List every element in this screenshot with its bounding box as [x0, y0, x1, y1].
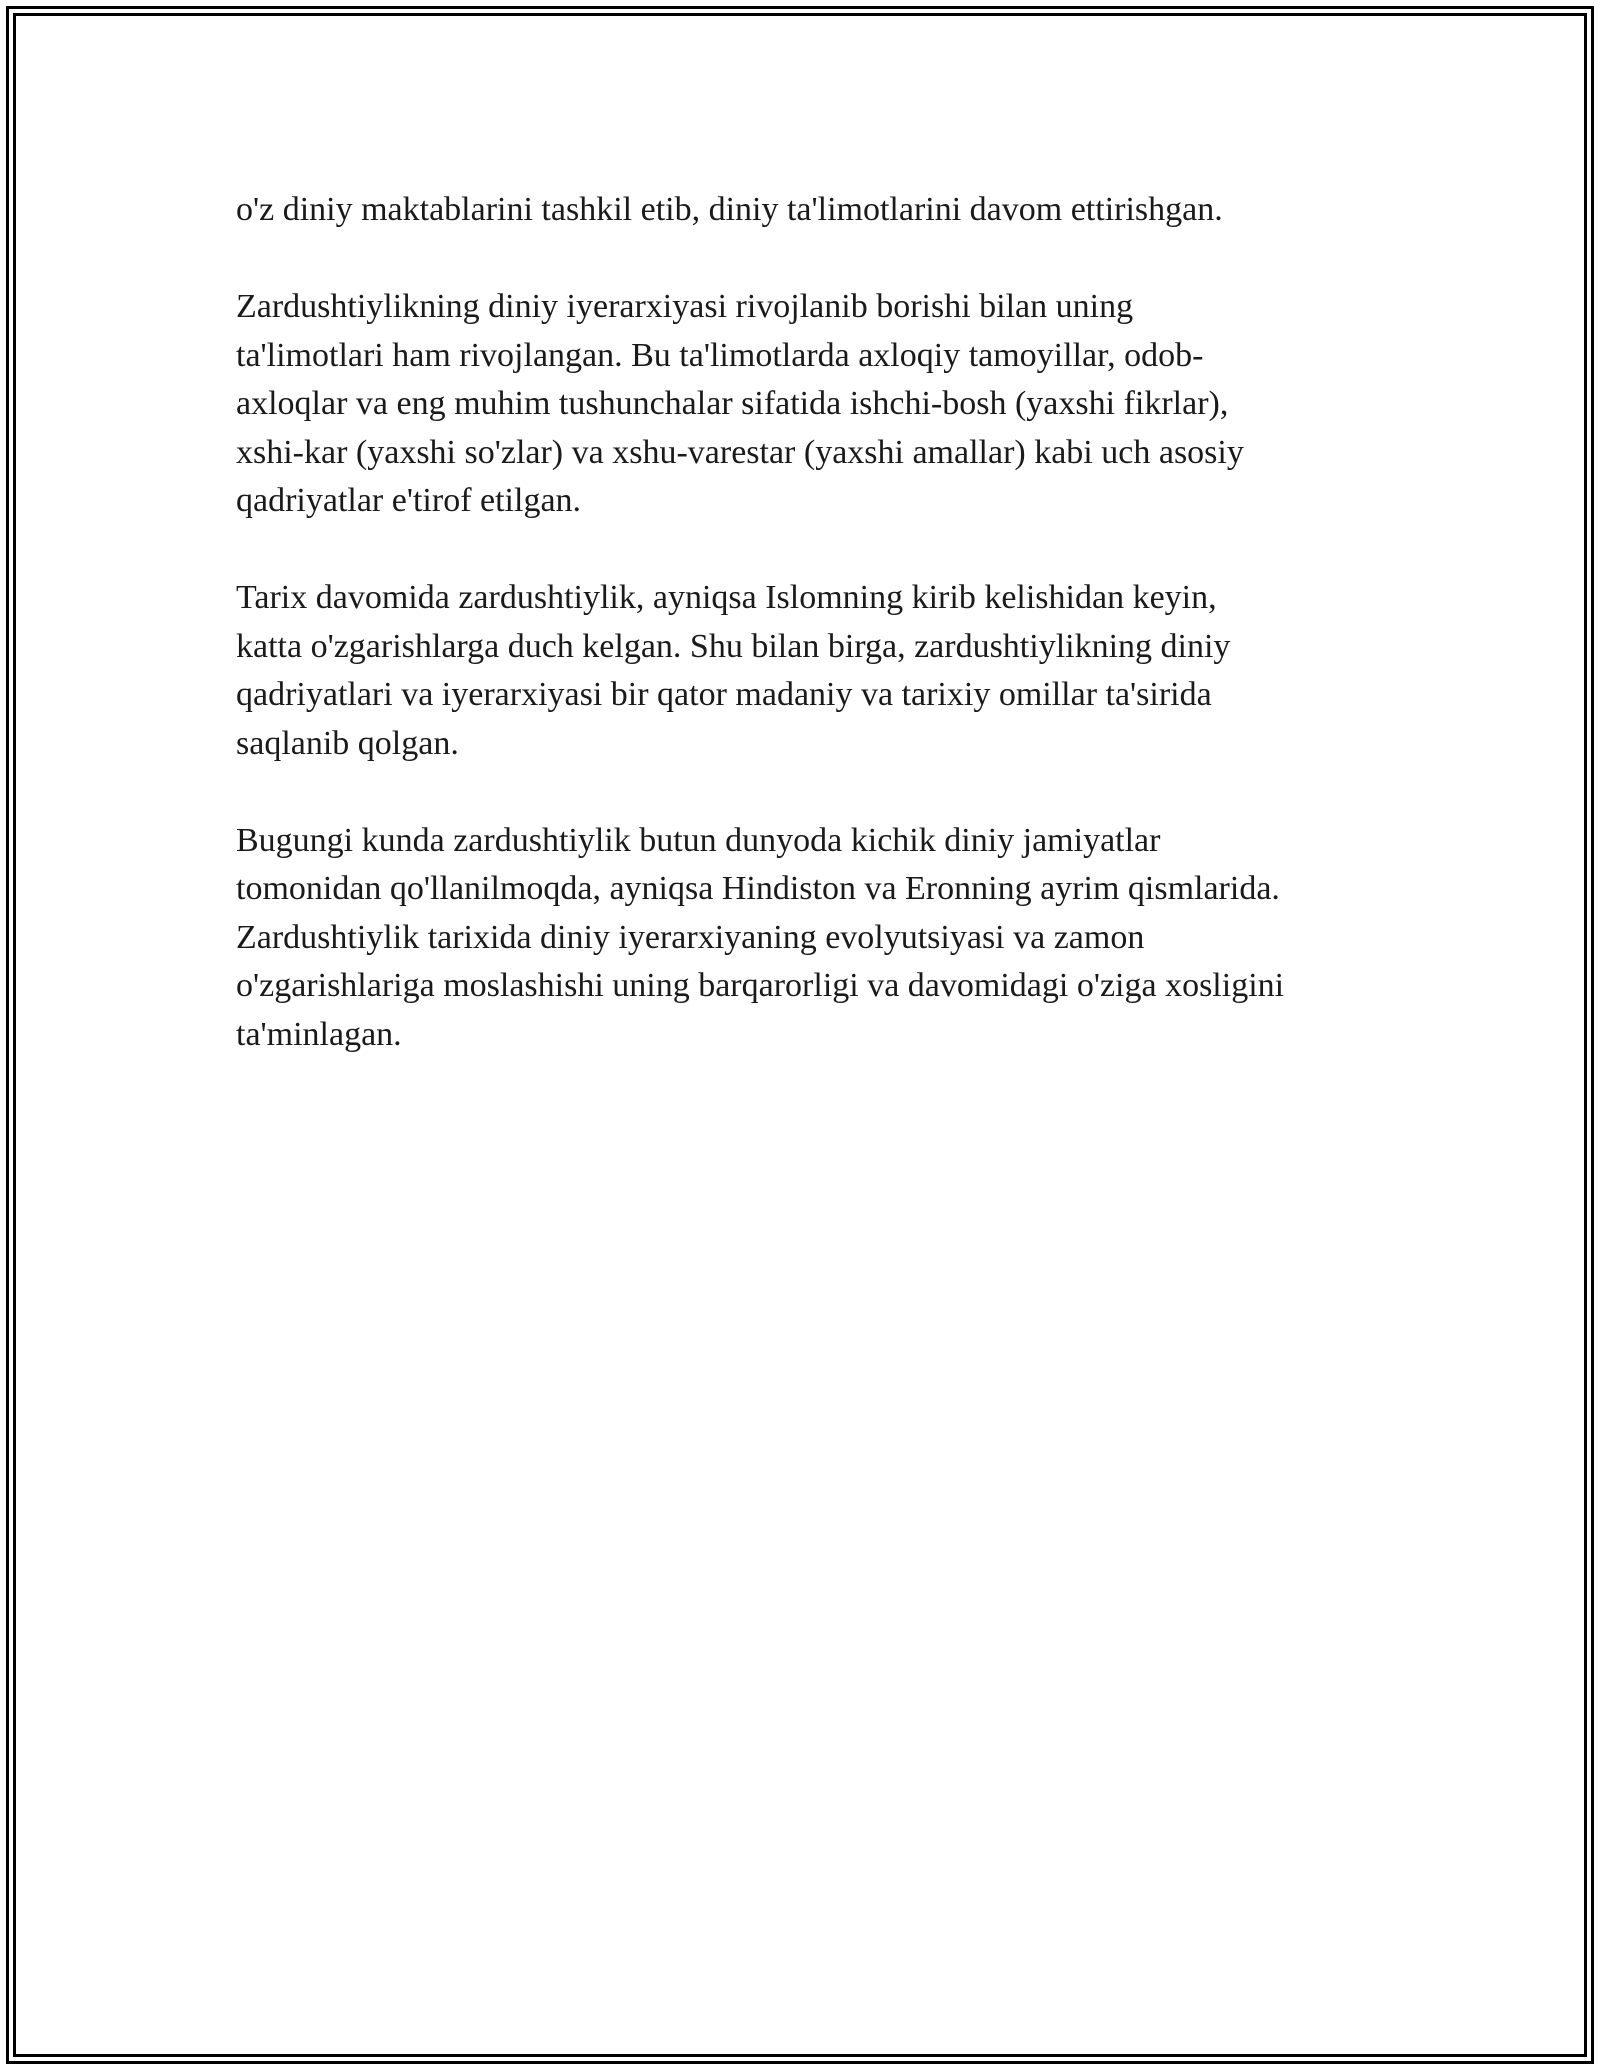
text-line: xshi-kar (yaxshi so'zlar) va xshu-varestar (yaxshi amallar) kabi uch asosiy	[236, 433, 1244, 471]
paragraph	[236, 283, 1396, 526]
text-line: Bugungi kunda zardushtiylik butun dunyoda kichik diniy jamiyatlar	[236, 821, 1161, 859]
text-line: qadriyatlar e'tirof etilgan.	[236, 482, 582, 519]
text-line: ta'limotlari ham rivojlangan. Bu ta'limotlarda axloqiy tamoyillar, odob-	[236, 336, 1204, 374]
text-line: tomonidan qo'llanilmoqda, ayniqsa Hindiston va Eronning ayrim qismlarida.	[236, 870, 1280, 907]
text-line: Tarix davomida zardushtiylik, ayniqsa Islomning kirib kelishidan keyin,	[236, 579, 1217, 616]
text-line: Zardushtiylikning diniy iyerarxiyasi rivojlanib borishi bilan uning	[236, 288, 1134, 325]
text-line: o'zgarishlariga moslashishi uning barqarorligi va davomidagi o'ziga xosligini	[236, 967, 1285, 1004]
paragraph	[236, 186, 1396, 235]
document-body	[236, 186, 1396, 1108]
paragraph	[236, 574, 1396, 768]
text-line: Zardushtiylik tarixida diniy iyerarxiyaning evolyutsiyasi va zamon	[236, 918, 1145, 956]
text-line: o'z diniy maktablarini tashkil etib, diniy ta'limotlarini davom ettirishgan.	[236, 191, 1223, 228]
text-line: katta o'zgarishlarga duch kelgan. Shu bilan birga, zardushtiylikning diniy	[236, 627, 1231, 665]
paragraph	[236, 817, 1396, 1060]
text-line: axloqlar va eng muhim tushunchalar sifatida ishchi-bosh (yaxshi fikrlar),	[236, 385, 1229, 422]
text-line: saqlanib qolgan.	[236, 724, 459, 762]
text-line: ta'minlagan.	[236, 1015, 402, 1053]
text-line: qadriyatlari va iyerarxiyasi bir qator madaniy va tarixiy omillar ta'sirida	[236, 676, 1212, 713]
